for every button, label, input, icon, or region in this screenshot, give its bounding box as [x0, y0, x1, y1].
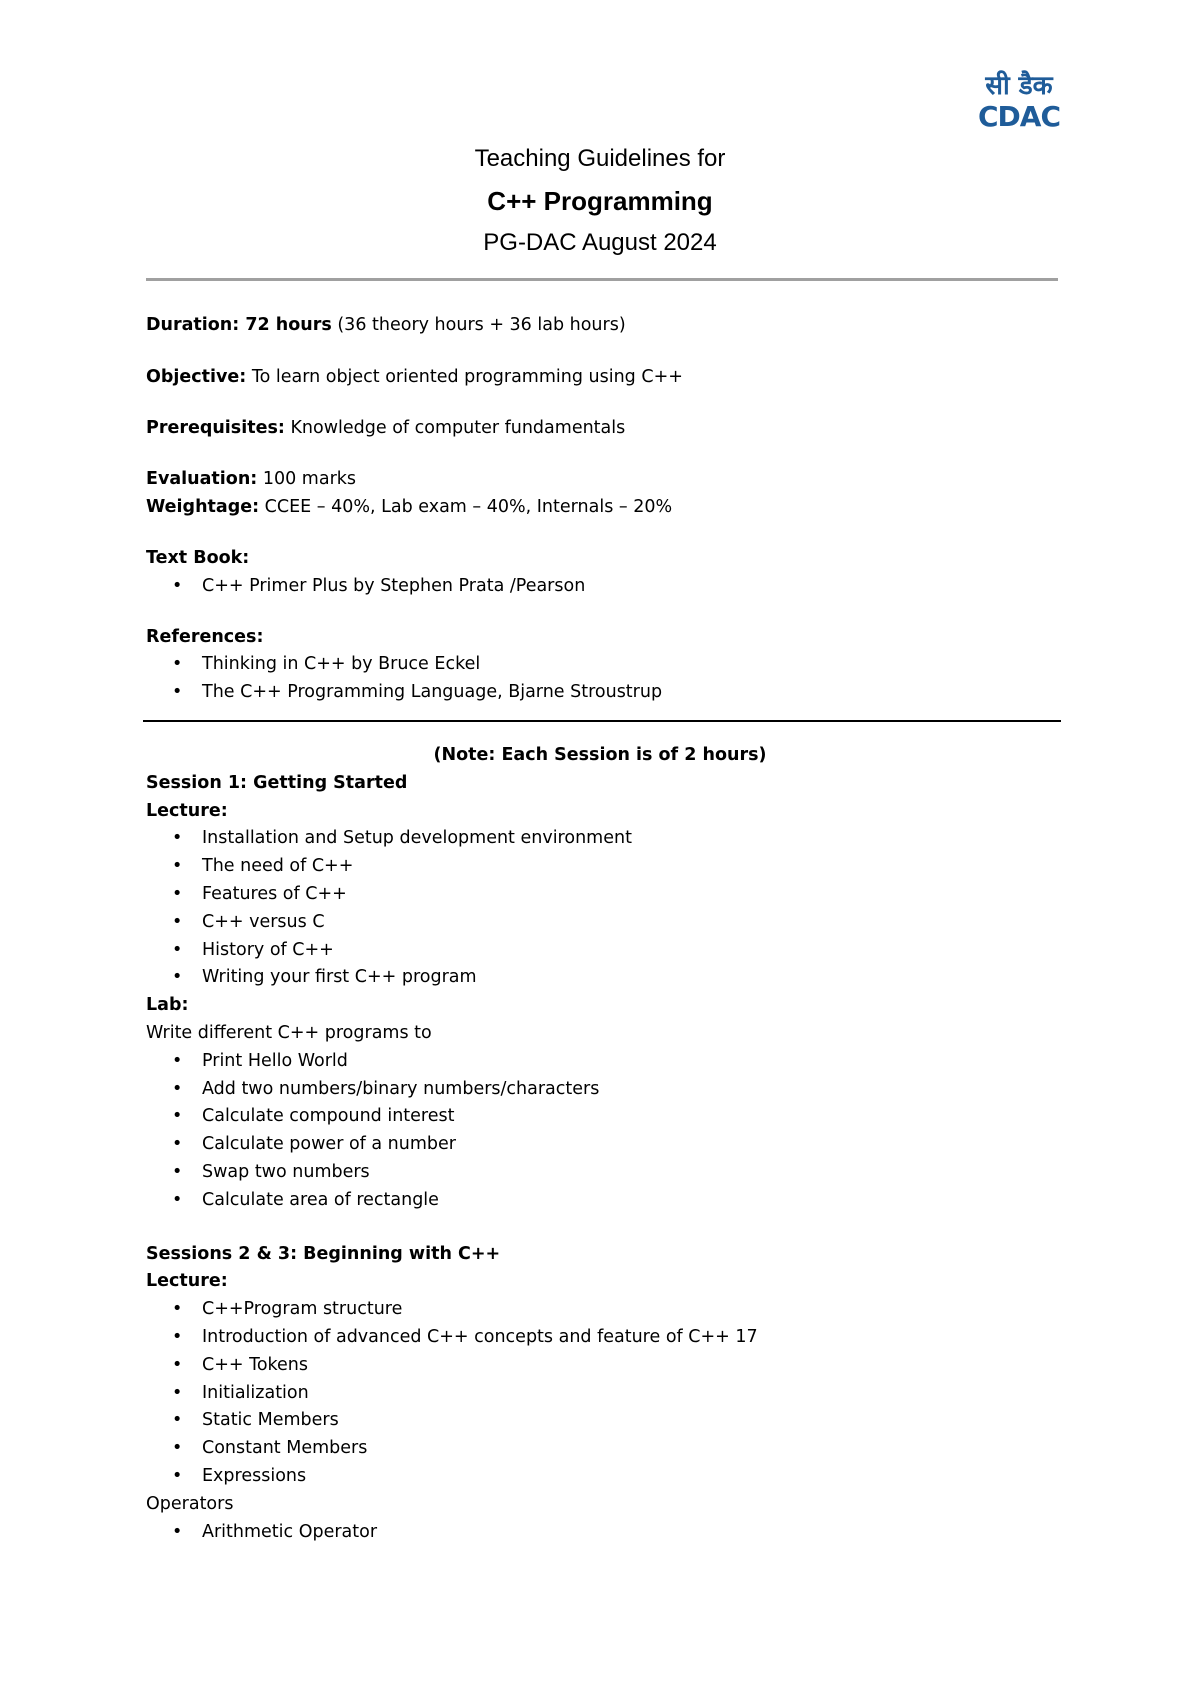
document-title — [146, 145, 1054, 257]
duration-row — [146, 312, 1046, 340]
session-2-3-lecture-label: Lecture: — [146, 1271, 228, 1292]
session-1-lecture-label: Lecture: — [146, 800, 228, 821]
list-item: • Writing your first C++ program — [146, 964, 1046, 992]
evaluation-row — [146, 466, 1046, 494]
session-1-lab-label: Lab: — [146, 995, 189, 1016]
cdac-logo — [976, 68, 1062, 132]
list-item: • Initialization — [146, 1380, 1046, 1408]
list-item: • Static Members — [146, 1407, 1046, 1435]
list-item: • The C++ Programming Language, Bjarne Stroustrup — [146, 679, 1046, 707]
list-item: • Swap two numbers — [146, 1159, 1046, 1187]
list-item: • Calculate compound interest — [146, 1103, 1046, 1131]
session-2-3-title: Sessions 2 & 3: Beginning with C++ — [146, 1243, 501, 1264]
weightage-value: CCEE – 40%, Lab exam – 40%, Internals – 20% — [259, 497, 673, 518]
session-1-lab-list — [146, 1048, 1046, 1215]
evaluation-value: 100 marks — [257, 469, 357, 490]
list-item: • Expressions — [146, 1463, 1046, 1491]
prerequisites-label: Prerequisites: — [146, 417, 285, 438]
title-batch: PG-DAC August 2024 — [483, 229, 717, 256]
list-item: • The need of C++ — [146, 853, 1046, 881]
duration-value: (36 theory hours + 36 lab hours) — [331, 315, 626, 335]
list-item: • Calculate area of rectangle — [146, 1187, 1046, 1215]
title-course-name: C++ Programming — [487, 186, 713, 216]
references-list — [146, 651, 1046, 707]
objective-label: Objective: — [146, 366, 247, 387]
section-divider — [143, 720, 1061, 722]
evaluation-label: Evaluation: — [146, 469, 258, 490]
list-item: • C++Program structure — [146, 1296, 1046, 1324]
prerequisites-row — [146, 415, 1046, 443]
prerequisites-value: Knowledge of computer fundamentals — [284, 417, 626, 438]
weightage-row — [146, 494, 1046, 522]
references-label: References: — [146, 626, 264, 647]
textbook-label: Text Book: — [146, 547, 250, 568]
list-item: • Print Hello World — [146, 1048, 1046, 1076]
list-item: • History of C++ — [146, 937, 1046, 965]
session-1-lecture-list — [146, 825, 1046, 992]
operators-list — [146, 1519, 1046, 1547]
title-line-1: Teaching Guidelines for — [474, 145, 726, 172]
svg-text:CDAC: CDAC — [977, 100, 1061, 132]
header-divider — [146, 278, 1058, 281]
objective-row — [146, 364, 1046, 392]
list-item: • Features of C++ — [146, 881, 1046, 909]
list-item: • Thinking in C++ by Bruce Eckel — [146, 651, 1046, 679]
cdac-logo-icon — [976, 68, 1062, 132]
operators-label: Operators — [146, 1493, 234, 1514]
objective-value: To learn object oriented programming using C++ — [246, 366, 683, 387]
session-1-title: Session 1: Getting Started — [146, 772, 408, 793]
svg-text:सी डैक: सी डैक — [985, 71, 1053, 101]
textbook-list — [146, 573, 1046, 601]
session-1-lab-intro: Write different C++ programs to — [146, 1022, 432, 1043]
list-item: • Arithmetic Operator — [146, 1519, 1046, 1547]
list-item: • Introduction of advanced C++ concepts and feature of C++ 17 — [146, 1324, 1046, 1352]
sessions-content — [146, 742, 1046, 1546]
list-item: • Calculate power of a number — [146, 1131, 1046, 1159]
course-info — [146, 312, 1046, 707]
list-item: • Constant Members — [146, 1435, 1046, 1463]
list-item: • C++ versus C — [146, 909, 1046, 937]
weightage-label: Weightage: — [146, 497, 260, 518]
list-item: • Add two numbers/binary numbers/characters — [146, 1076, 1046, 1104]
list-item: • Installation and Setup development environment — [146, 825, 1046, 853]
list-item: • C++ Primer Plus by Stephen Prata /Pearson — [146, 573, 1046, 601]
session-note: (Note: Each Session is of 2 hours) — [433, 745, 767, 765]
duration-label: Duration: 72 hours — [146, 315, 332, 335]
session-2-3-lecture-list — [146, 1296, 1046, 1491]
list-item: • C++ Tokens — [146, 1352, 1046, 1380]
